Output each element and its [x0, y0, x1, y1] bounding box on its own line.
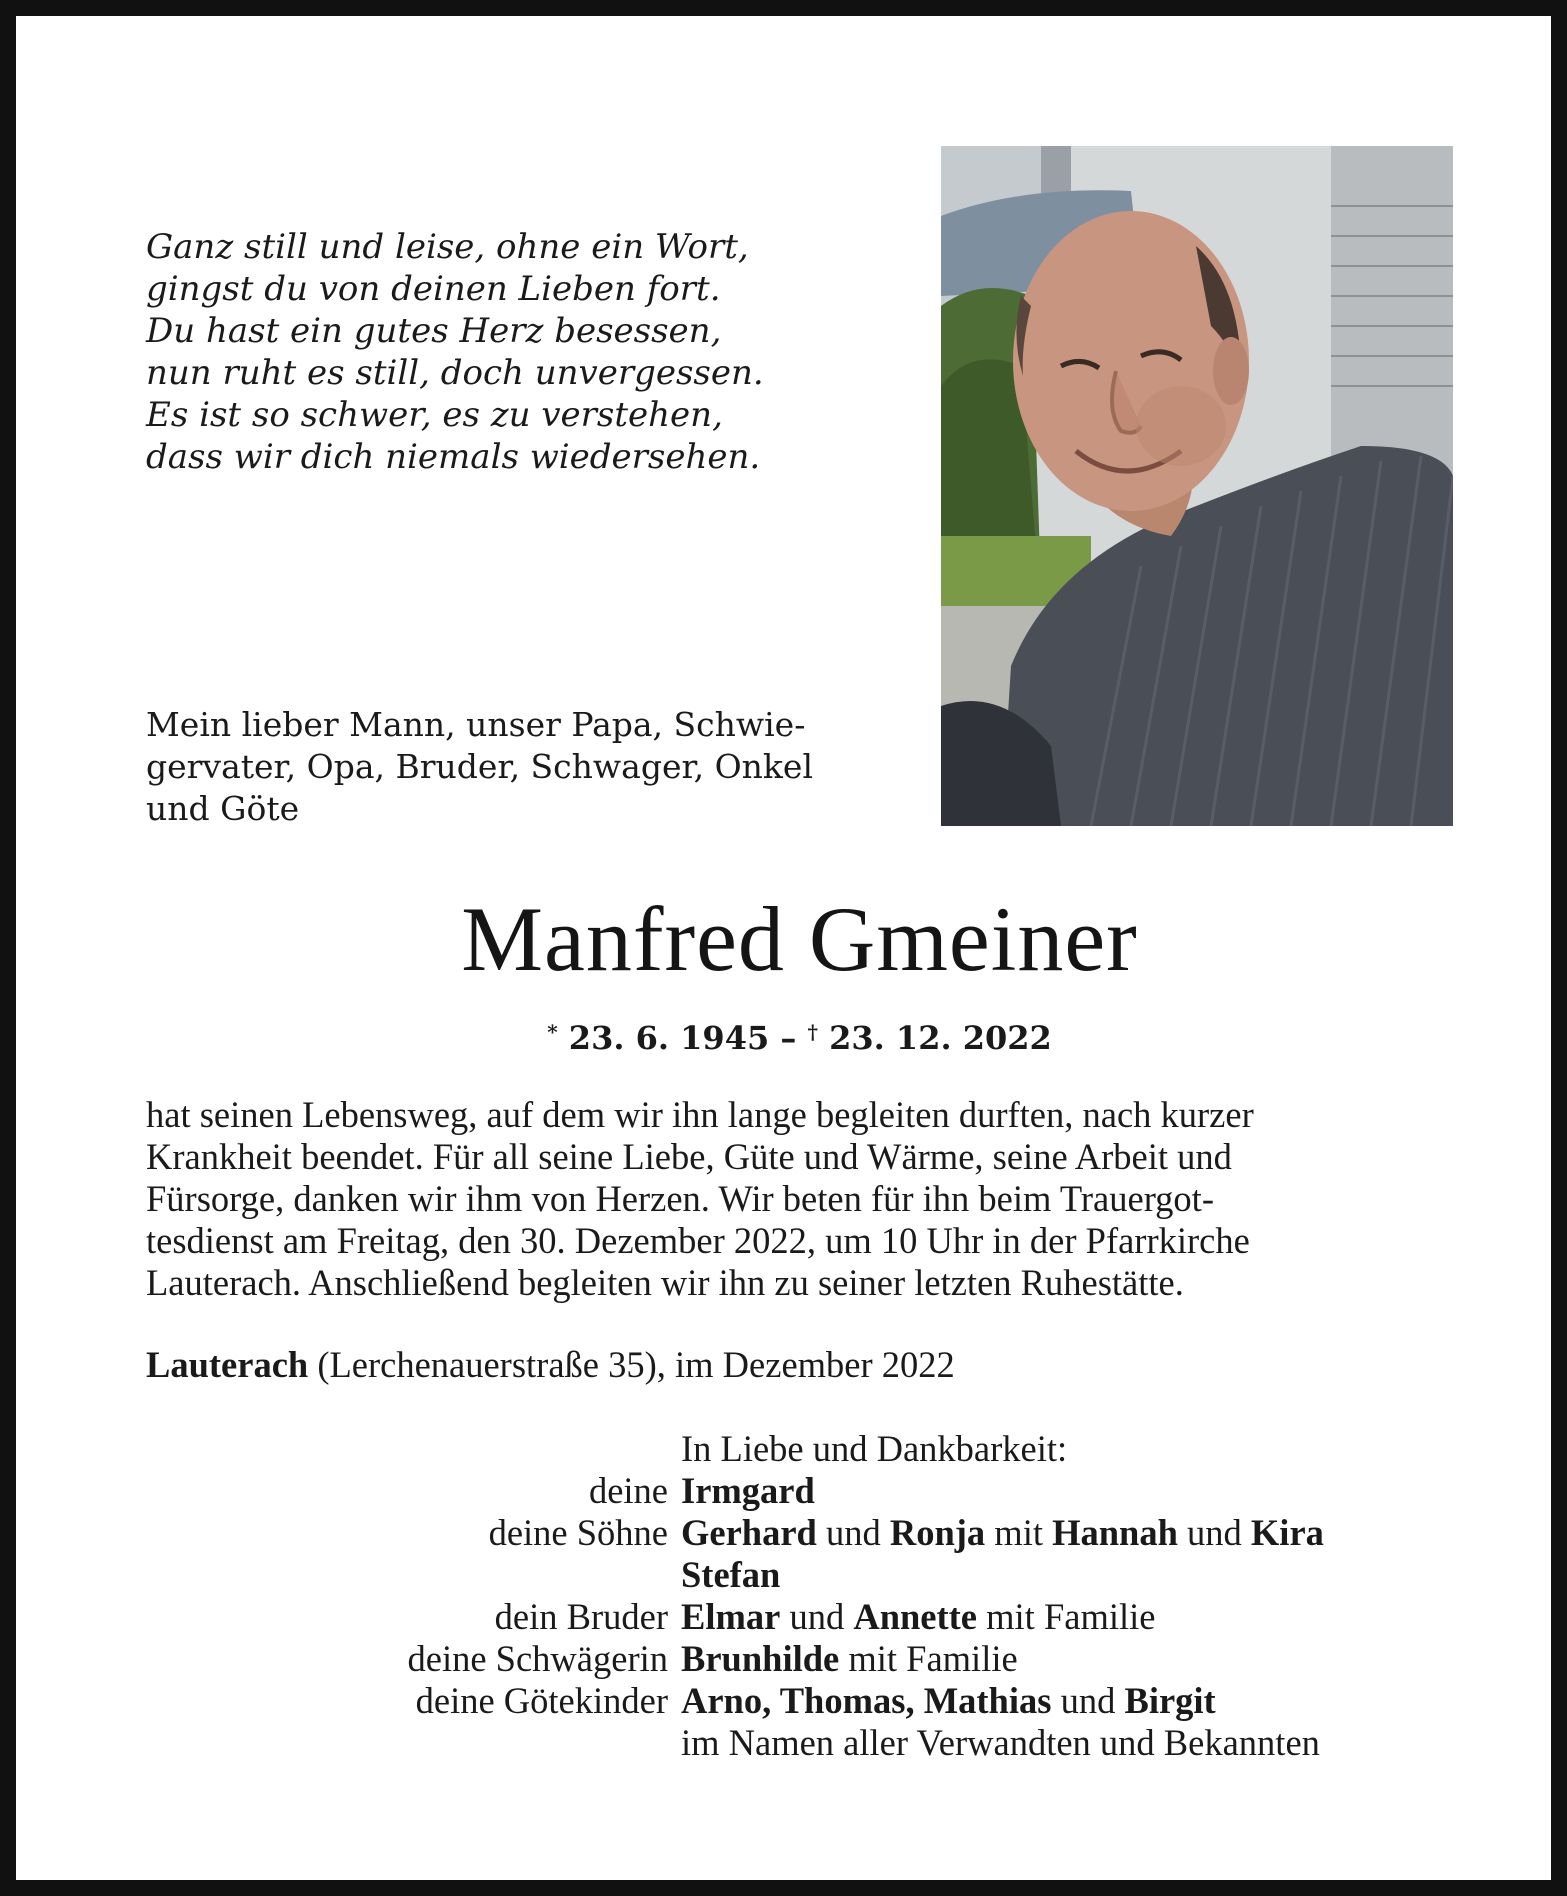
family-connector: mit: [985, 1512, 1053, 1553]
birth-symbol: *: [547, 1020, 558, 1044]
family-names: [681, 1596, 1155, 1638]
death-symbol: †: [807, 1020, 818, 1044]
place-town: Lauterach: [146, 1344, 309, 1385]
family-row: [16, 1680, 1567, 1722]
portrait-photo: [941, 146, 1453, 826]
family-member-name: Arno, Thomas, Mathias: [681, 1680, 1052, 1721]
family-member-name: Birgit: [1124, 1680, 1216, 1721]
family-member-name: Elmar: [681, 1596, 781, 1637]
family-member-name: Ronja: [889, 1512, 986, 1553]
date-separator: –: [769, 1019, 808, 1057]
family-row: [16, 1722, 1567, 1764]
family-connector: mit Familie: [839, 1638, 1018, 1679]
family-relation: deine Söhne: [488, 1512, 668, 1553]
family-row: [16, 1554, 1567, 1596]
life-dates: [16, 1012, 1567, 1058]
family-relation: dein Bruder: [494, 1596, 668, 1637]
family-member-name: Brunhilde: [681, 1638, 840, 1679]
family-connector: mit Familie: [977, 1596, 1156, 1637]
family-member-name: Irmgard: [681, 1470, 815, 1511]
family-relation: deine Schwägerin: [407, 1638, 668, 1679]
family-connector: im Namen aller Verwandten und Bekannten: [681, 1722, 1320, 1763]
death-date: 23. 12. 2022: [829, 1019, 1052, 1057]
family-connector: und: [1177, 1512, 1251, 1553]
family-connector: und: [816, 1512, 890, 1553]
family-member-name: Gerhard: [681, 1512, 817, 1553]
family-row: [16, 1512, 1567, 1554]
memorial-poem: Ganz still und leise, ohne ein Wort, gingst du von deinen Lieben fort. Du hast ein gutes Herz besessen, nun ruht es still, doch unvergessen. Es ist so schwer, es zu verstehen, dass wir dich niemals wiedersehen.: [146, 227, 764, 477]
announcement-text: hat seinen Lebensweg, auf dem wir ihn lange begleiten durften, nach kurzer Krankheit beendet. Für all seine Liebe, Güte und Wärme, seine Arbeit und Fürsorge, danken wir ihm von Herzen. Wir beten für ihn beim Trauergot- tesdienst am Freitag, den 30. Dezember 2022, um 10 Uhr in der Pfarrkirche Lauterach. Anschließend begleiten wir ihn zu seiner letzten Ruhestätte.: [146, 1094, 1254, 1303]
family-connector: und: [1051, 1680, 1125, 1721]
place-line: [146, 1344, 1246, 1386]
place-rest: (Lerchenauerstraße 35), im Dezember 2022: [308, 1344, 955, 1385]
family-names: [681, 1722, 1320, 1764]
family-names: [681, 1512, 1324, 1554]
family-row: [16, 1596, 1567, 1638]
family-member-name: Kira: [1250, 1512, 1324, 1553]
family-heading: In Liebe und Dankbarkeit:: [681, 1428, 1068, 1469]
family-row: [16, 1470, 1567, 1512]
family-connector: und: [780, 1596, 854, 1637]
family-names: [681, 1470, 815, 1512]
family-names: [681, 1680, 1216, 1722]
family-relation: deine: [588, 1470, 668, 1511]
family-member-name: Annette: [853, 1596, 978, 1637]
deceased-name: Manfred Gmeiner: [461, 888, 1138, 990]
family-relation: deine Götekinder: [415, 1680, 668, 1721]
intro-text: Mein lieber Mann, unser Papa, Schwie- gervater, Opa, Bruder, Schwager, Onkel und Göte: [146, 705, 813, 828]
family-names: [681, 1638, 1018, 1680]
family-member-name: Stefan: [681, 1554, 781, 1595]
birth-date: 23. 6. 1945: [568, 1019, 770, 1057]
portrait-photo-icon: [941, 146, 1453, 826]
family-member-name: Hannah: [1052, 1512, 1178, 1553]
family-names: [681, 1554, 780, 1596]
family-row: [16, 1638, 1567, 1680]
